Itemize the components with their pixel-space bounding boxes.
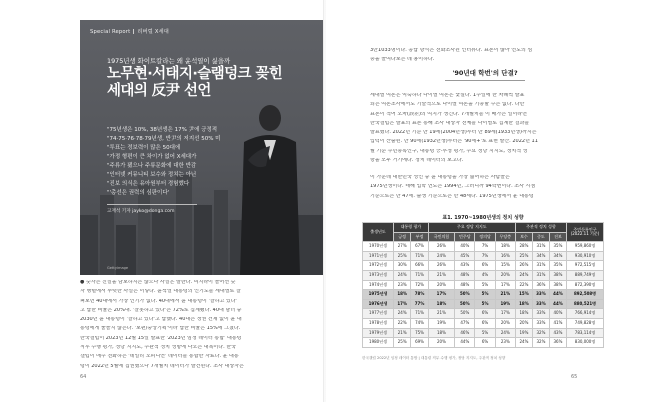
table-cell: 5% [475, 328, 495, 338]
table-row-label: 1974년생 [363, 280, 394, 290]
table-cell: 31% [532, 270, 549, 280]
table-cell: 77% [411, 299, 428, 309]
body-line: 이 가운데 대한민국 성인 중 윤 대통령을 가장 싫어하는 사람들은 [370, 175, 510, 180]
table-row-label: 1972년생 [363, 261, 394, 271]
table-cell: 7% [475, 242, 495, 252]
table-cell: 50% [455, 299, 475, 309]
table-cell: 50% [455, 309, 475, 319]
table-cell: 38% [549, 280, 566, 290]
table-cell: 34% [532, 251, 549, 261]
page-number-left: 64 [80, 374, 87, 380]
table-cell: 25% [515, 251, 532, 261]
table-cell: 78% [411, 290, 428, 300]
table-cell: 26% [428, 242, 454, 252]
table-cell: 24% [515, 338, 532, 348]
table-cell: 872,390명 [567, 280, 604, 290]
table-cell: 48% [455, 270, 475, 280]
body-line: 향을 모두 거기에다. 정치 데이터의 보고다. [370, 157, 464, 163]
body-line: 고 답한 비율은 20%대. '잘못하고 있다'는 72%로 집계됐다. 40대 남녀 중 [80, 307, 242, 313]
table-cell: 749,828명 [567, 318, 604, 328]
table-subheader-cell: 정의당 [475, 232, 495, 242]
table-cell: 972,515명 [567, 261, 604, 271]
body-line: 통령에게 물들지 않는다. '보편/중앙기획'이라 답한 비율은 15%에 그쳤다. [80, 326, 241, 332]
table-subheader-cell: 국민의힘 [428, 232, 454, 242]
body-line: 령이 2022년 5월에 집권했으나 7개월치 데이터가 발견된다. 조사 대상자는 [80, 363, 244, 369]
table-cell: 40% [549, 309, 566, 319]
table-cell: 20% [495, 318, 515, 328]
table-cell: 66% [411, 261, 428, 271]
table-cell: 35% [549, 242, 566, 252]
table-cell: 71% [411, 251, 428, 261]
table-row-label: 1980년생 [363, 338, 394, 348]
body-line: 되는 여론조사에서도 기술적으로 나이별 여론을 기능할 수는 없다. 다만 [370, 102, 525, 108]
body-line: 발표했다. 2022년 기준 만 19세(2004년생)부터 만 89세(1933년생)까지는 [370, 130, 537, 136]
body-line: 표본이 적어 오차(誤差)의 여지가 생긴다. 7개월치를 이 배가는 일이라면 [370, 111, 527, 117]
body-line: 층을 들여다보는 데 용이하다. [370, 57, 435, 63]
table-cell: 20% [515, 318, 532, 328]
table-cell: 19% [515, 328, 532, 338]
table-cell: 783,114명 [567, 328, 604, 338]
table-cell: 33% [532, 318, 549, 328]
table-cell: 5% [475, 299, 495, 309]
table-cell: 24% [495, 328, 515, 338]
body-line: 입력이 산출된. 만 90세(1932년생)부터는 '90세+'로 표현 발간. 2022년 11 [370, 139, 538, 145]
table-cell: 892,508명 [567, 290, 604, 300]
table-cell: 5% [475, 280, 495, 290]
table-cell: 19% [428, 318, 454, 328]
table-row [363, 309, 604, 319]
table-cell: 44% [549, 299, 566, 309]
body-line: 한국갤럽이 2023년 12월 15일 발표한 '2023년 임정 데이터 통합' 대통령 [80, 335, 242, 341]
cover-bullet: "투표는 정보력이 많은 50대에 [107, 145, 181, 151]
table-title: 표1. 1970~1980년생의 정치 성향 [442, 215, 524, 221]
table-cell: 20% [428, 338, 454, 348]
table-cell: 4% [475, 270, 495, 280]
table-cell: 18% [428, 328, 454, 338]
table-cell: 766,914명 [567, 309, 604, 319]
table-cell: 26% [428, 261, 454, 271]
table-cell: 43% [455, 261, 475, 271]
table-cell: 6% [475, 318, 495, 328]
body-line: 2030년 윤 대통령이 '잘하고 있다'고 답했다. 40대는 정권 견제 없이 윤 대 [80, 317, 242, 323]
section-tag-divider [133, 29, 134, 34]
table-cell: 18% [428, 299, 454, 309]
table-header-cell: 주민등록인구 (2022.11 기준) [567, 223, 604, 242]
body-line: ● 숫자는 진실을 담보하지는 않으나 사실은 말한다. 여지라이 들어선 숫 [80, 280, 236, 285]
table-subheader-cell: 중도 [532, 232, 549, 242]
table-row-label: 1970년생 [363, 242, 394, 252]
table-cell: 21% [394, 328, 411, 338]
table-cell: 38% [549, 270, 566, 280]
table-cell: 74% [411, 318, 428, 328]
table-cell: 25% [394, 251, 411, 261]
table-subheader-cell: 진보 [549, 232, 566, 242]
table-cell: 24% [515, 270, 532, 280]
cover-bullet: "'총선은 권력의 심판이다' [107, 190, 170, 196]
cover-title-line-1: 노무현·서태지·슬램덩크 꽂힌 [107, 66, 283, 82]
cover-bullet: "인터넷 커뮤니티 보수와 정치는 아닌 [107, 172, 197, 178]
body-line: 월 기준 주민등록인구, 대통령 긍·부정 평가, 주요 정당 지지도, 정치적 성 [370, 148, 528, 154]
table-cell: 6% [475, 261, 495, 271]
table-header-row [363, 223, 604, 233]
table-cell: 20% [495, 270, 515, 280]
table-row [363, 328, 604, 338]
body-line: 갤럽이 매주 전화하는 '데일리 오피니언' 데이터를 통합한 자료다. 윤 대통 [80, 354, 239, 360]
table-cell: 24% [394, 309, 411, 319]
cover-bullet: "가정 형편이 큰 차이가 없어 X세대가 [107, 154, 197, 160]
body-line: 자 행렬에서 뚜렷한 사실은 이렇다. 윤석열 대통령의 인기도를 세대별로 살 [80, 289, 241, 295]
table-cell: 32% [532, 328, 549, 338]
table-cell: 21% [428, 270, 454, 280]
table-cell: 18% [515, 299, 532, 309]
table-cell: 21% [428, 309, 454, 319]
table-cell: 48% [455, 280, 475, 290]
table-row [363, 251, 604, 261]
article-body-right-top [370, 48, 606, 67]
table-subheader-cell: 무당층 [495, 232, 515, 242]
table-cell: 46% [455, 328, 475, 338]
table-cell: 50% [455, 290, 475, 300]
table-cell: 36% [532, 280, 549, 290]
table-cell: 31% [532, 261, 549, 271]
cover-title [107, 66, 282, 100]
body-line: 펴보면 40대에서 가장 인기가 없다. 40대에서 윤 대통령이 '잘하고 있다' [80, 298, 237, 304]
body-line: 1975년생이다. 태해 입학 연도는 1994년, 그러니까 94학번이다. 조사 시점 [370, 184, 536, 190]
section-subheading: '90년대 학번'의 단결? [445, 68, 525, 81]
cover-photo-panel [80, 20, 324, 275]
table-cell: 44% [549, 290, 566, 300]
businessman-image [226, 100, 304, 275]
table-cell: 880,521명 [567, 299, 604, 309]
table-cell: 5% [475, 290, 495, 300]
section-name: 리버럴 X세대 [137, 29, 170, 35]
cover-bullet: "진보 의식은 유아원부터 경험했다 [107, 181, 190, 187]
table-cell: 17% [495, 280, 515, 290]
table-cell: 34% [549, 251, 566, 261]
author-byline: 고재석 기자 jayko@donga.com [107, 204, 197, 214]
table-cell: 75% [411, 328, 428, 338]
table-body [363, 242, 604, 348]
body-line: 직무 수행 평가, 정당 지지도, 주관적 정치 성향에 나오는 대목이다. 한국 [80, 344, 236, 350]
table-cell: 930,910명 [567, 251, 604, 261]
cover-kicker: 1975년생 화이트칼라는 왜 윤석열이 싫을까 [107, 57, 231, 65]
cover-bullet: "75년생은 10%, 38년생은 17% 尹에 긍정적 [107, 127, 218, 133]
table-cell: 22% [394, 318, 411, 328]
table-cell: 17% [394, 299, 411, 309]
section-tag [90, 28, 169, 35]
table-row-label: 1978년생 [363, 318, 394, 328]
table-cell: 30% [394, 261, 411, 271]
table-cell: 889,749명 [567, 270, 604, 280]
table-subheader-cell: 보수 [515, 232, 532, 242]
table-cell: 17% [428, 290, 454, 300]
table-row-label: 1973년생 [363, 270, 394, 280]
table-row [363, 318, 604, 328]
table-cell: 6% [475, 338, 495, 348]
body-line: 기준으로는 만 47세. 출생 기준으로는 만 48세다. 1975년생에서 윤 대통령 [370, 193, 534, 199]
table-row-label: 1975년생 [363, 290, 394, 300]
table-cell: 43% [549, 328, 566, 338]
political-tendency-table [362, 222, 604, 348]
photo-credit: Gettyimage [107, 266, 129, 270]
table-cell: 31% [532, 242, 549, 252]
table-cell: 35% [549, 261, 566, 271]
table-subheader-cell: 부정 [411, 232, 428, 242]
table-row [363, 299, 604, 309]
table-cell: 47% [455, 318, 475, 328]
table-header-cell: 주관적 정치 성향 [515, 223, 566, 233]
article-body-right-mid [370, 93, 606, 167]
table-subheader-cell: 긍정 [394, 232, 411, 242]
table-cell: 7% [475, 251, 495, 261]
table-cell: 18% [394, 290, 411, 300]
article-body-left [80, 280, 324, 373]
table-cell: 41% [549, 318, 566, 328]
table-source-note: 한국갤럽 2022년 임정 데이터 통합 | 대통령 직무 수행 평가, 정당 지지도, 주관적 정치 성향 [362, 356, 506, 360]
table-cell: 18% [495, 242, 515, 252]
table-cell: 18% [515, 309, 532, 319]
table-cell: 27% [394, 242, 411, 252]
cover-bullet: "74·75·76·78·79년생, 반尹의 저지선 50% 미 [107, 136, 221, 142]
table-cell: 24% [394, 270, 411, 280]
table-cell: 45% [455, 251, 475, 261]
table-cell: 25% [394, 338, 411, 348]
table-cell: 15% [515, 290, 532, 300]
cover-title-line-2: 세대의 反尹 선언 [107, 83, 211, 99]
table-row [363, 261, 604, 271]
table-cell: 71% [411, 309, 428, 319]
table-cell: 33% [532, 309, 549, 319]
left-page [0, 0, 324, 402]
table-row-label: 1976년생 [363, 299, 394, 309]
table-cell: 44% [455, 338, 475, 348]
table-header-cell: 출생년도 [363, 223, 394, 242]
table-cell: 36% [549, 338, 566, 348]
table-header-cell: 대통령 평가 [394, 223, 429, 233]
table-cell: 19% [495, 299, 515, 309]
table-row [363, 338, 604, 348]
table-cell: 22% [515, 280, 532, 290]
table-row [363, 242, 604, 252]
table-cell: 69% [411, 338, 428, 348]
table-row-label: 1977년생 [363, 309, 394, 319]
body-line: 한국갤럽은 발표의 표본 통해 조사 대상자 전체를 나이별로 집계한 결과를 [370, 120, 530, 126]
page-number-right: 65 [571, 374, 578, 380]
table-row-label: 1971년생 [363, 251, 394, 261]
table-cell: 24% [428, 251, 454, 261]
table-row [363, 280, 604, 290]
cover-bullet-list [107, 126, 221, 198]
cover-bullet: "주류가 됐으나 주류문화에 대한 반감 [107, 163, 197, 169]
table-cell: 23% [394, 280, 411, 290]
table-cell: 17% [495, 309, 515, 319]
table-cell: 28% [515, 242, 532, 252]
table-row [363, 290, 604, 300]
table-cell: 33% [532, 299, 549, 309]
table-cell: 40% [455, 242, 475, 252]
body-line: 세대별 여론은 익숙하다 나이별 여론은 낯설다. 1주일에 한 차례씩 발표 [370, 93, 525, 98]
table-cell: 72% [411, 280, 428, 290]
section-tag-label: Special Report [90, 29, 131, 35]
table-cell: 33% [532, 290, 549, 300]
table-row [363, 270, 604, 280]
table-cell: 26% [515, 261, 532, 271]
table-cell: 23% [495, 338, 515, 348]
table-cell: 20% [428, 280, 454, 290]
table-cell: 6% [475, 309, 495, 319]
body-line: 3만1033명이다. 응답 방식은 전화조사원 인터뷰다. 표본이 많아 연도의 심 [370, 48, 533, 53]
table-subheader-cell: 민주당 [455, 232, 475, 242]
table-cell: 32% [532, 338, 549, 348]
table-row-label: 1979년생 [363, 328, 394, 338]
table-cell: 16% [495, 251, 515, 261]
table-cell: 21% [495, 290, 515, 300]
table-cell: 71% [411, 270, 428, 280]
table-cell: 15% [495, 261, 515, 271]
table-header-cell: 주요 정당 지지도 [428, 223, 515, 233]
article-body-right-2 [370, 175, 606, 203]
table-cell: 67% [411, 242, 428, 252]
table-cell: 830,000명 [567, 338, 604, 348]
table-cell: 959,860명 [567, 242, 604, 252]
